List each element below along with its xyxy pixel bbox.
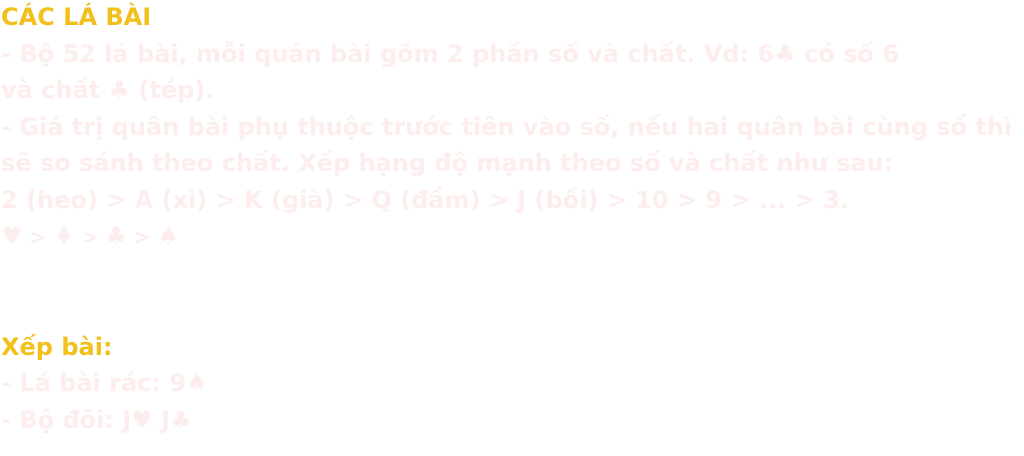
cards-line-2 <box>1 72 1021 109</box>
suit-separator: > <box>126 225 158 249</box>
suit-order <box>1 218 1021 256</box>
cards-line-2-start: và chất <box>1 76 109 104</box>
club-icon: ♣ <box>108 76 131 104</box>
cards-line-3: - Giá trị quân bài phụ thuộc trước tiên vào số, nếu hai quân bài cùng số thì <box>1 112 1013 141</box>
arrange-item-2 <box>1 402 1021 439</box>
club-icon: ♣ <box>170 405 192 434</box>
cards-line-4: sẽ so sánh theo chất. Xếp hạng độ mạnh theo số và chất như sau: <box>1 149 894 177</box>
suit-separator: > <box>74 225 106 249</box>
heart-icon: ♥ <box>1 222 23 250</box>
arrange-item-2-label: - Bộ đôi: J <box>1 405 132 434</box>
cards-line-1-end: có số 6 <box>795 39 899 68</box>
suit-separator: > <box>22 225 54 249</box>
club-icon: ♣ <box>105 222 127 250</box>
cards-line-2-end: (tép). <box>130 76 215 104</box>
arrange-item-2-mid: J <box>152 405 171 434</box>
section-spacer <box>1 256 1021 329</box>
arrange-item-1-label: - Lá bài rác: 9 <box>1 369 187 397</box>
cards-line-1 <box>1 36 1021 73</box>
arrange-section-title: Xếp bài: <box>1 332 113 361</box>
arrange-item-1 <box>1 365 1021 402</box>
content <box>1 0 1021 438</box>
cards-line-5: 2 (heo) > A (xì) > K (già) > Q (đầm) > J (bồi) > 10 > 9 > ... > 3. <box>1 185 849 214</box>
spade-icon: ♠ <box>186 369 208 397</box>
diamond-icon: ♦ <box>53 222 75 250</box>
cards-section-title: CÁC LÁ BÀI <box>1 3 152 31</box>
club-icon: ♣ <box>774 39 796 68</box>
cards-line-1-text: - Bộ 52 lá bài, mỗi quân bài gồm 2 phần số và chất. Vd: 6 <box>1 39 775 68</box>
heart-icon: ♥ <box>131 405 153 434</box>
spade-icon: ♠ <box>157 222 180 250</box>
